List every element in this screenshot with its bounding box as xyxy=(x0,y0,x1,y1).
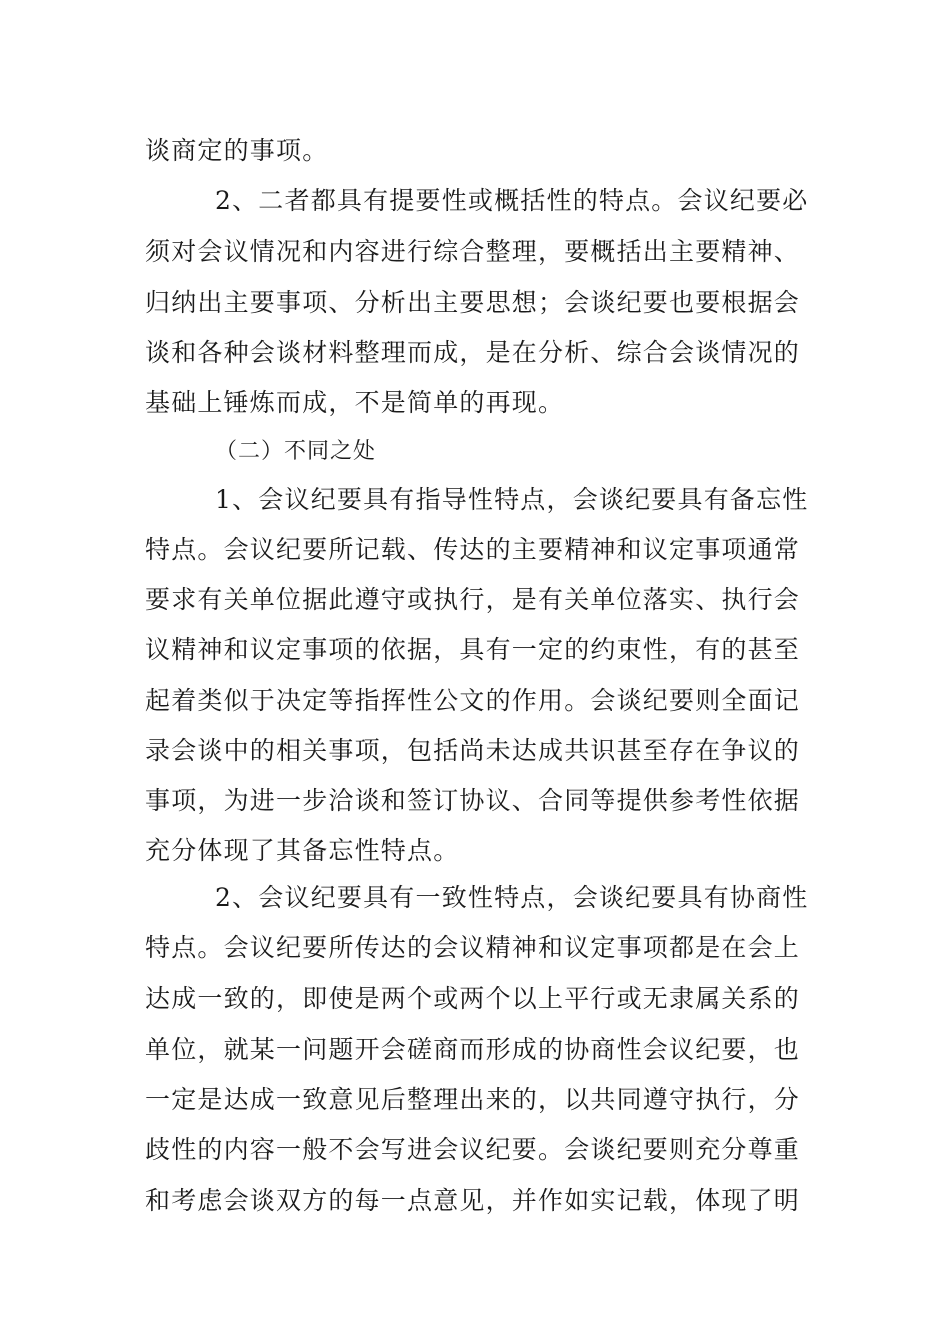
text-line: 达成一致的，即使是两个或两个以上平行或无隶属关系的 xyxy=(145,984,801,1013)
text-line: 特点。会议纪要所记载、传达的主要精神和议定事项通常 xyxy=(145,535,801,564)
text-line: 事项，为进一步洽谈和签订协议、合同等提供参考性依据 xyxy=(145,786,801,815)
text-line: 谈商定的事项。 xyxy=(145,136,329,165)
text-line: 谈和各种会谈材料整理而成，是在分析、综合会谈情况的 xyxy=(145,338,801,367)
section-heading: （二）不同之处 xyxy=(215,439,377,464)
text-line: 起着类似于决定等指挥性公文的作用。会谈纪要则全面记 xyxy=(145,686,801,715)
text-line: 2、二者都具有提要性或概括性的特点。会议纪要必 xyxy=(215,186,809,215)
text-line: 录会谈中的相关事项，包括尚未达成共识甚至存在争议的 xyxy=(145,736,801,765)
text-line: 要求有关单位据此遵守或执行，是有关单位落实、执行会 xyxy=(145,585,801,614)
text-line: 归纳出主要事项、分析出主要思想；会谈纪要也要根据会 xyxy=(145,288,801,317)
text-line: 特点。会议纪要所传达的会议精神和议定事项都是在会上 xyxy=(145,933,801,962)
text-line: 须对会议情况和内容进行综合整理，要概括出主要精神、 xyxy=(145,237,801,266)
text-line: 单位，就某一问题开会磋商而形成的协商性会议纪要，也 xyxy=(145,1035,801,1064)
text-line: 一定是达成一致意见后整理出来的，以共同遵守执行，分 xyxy=(145,1085,801,1114)
text-line: 和考虑会谈双方的每一点意见，并作如实记载，体现了明 xyxy=(145,1186,801,1215)
text-line: 1、会议纪要具有指导性特点，会谈纪要具有备忘性 xyxy=(215,485,809,514)
text-line: 歧性的内容一般不会写进会议纪要。会谈纪要则充分尊重 xyxy=(145,1135,801,1164)
text-line: 议精神和议定事项的依据，具有一定的约束性，有的甚至 xyxy=(145,635,801,664)
text-line: 基础上锤炼而成，不是简单的再现。 xyxy=(145,388,565,417)
text-line: 充分体现了其备忘性特点。 xyxy=(145,836,460,865)
text-line: 2、会议纪要具有一致性特点，会谈纪要具有协商性 xyxy=(215,883,809,912)
